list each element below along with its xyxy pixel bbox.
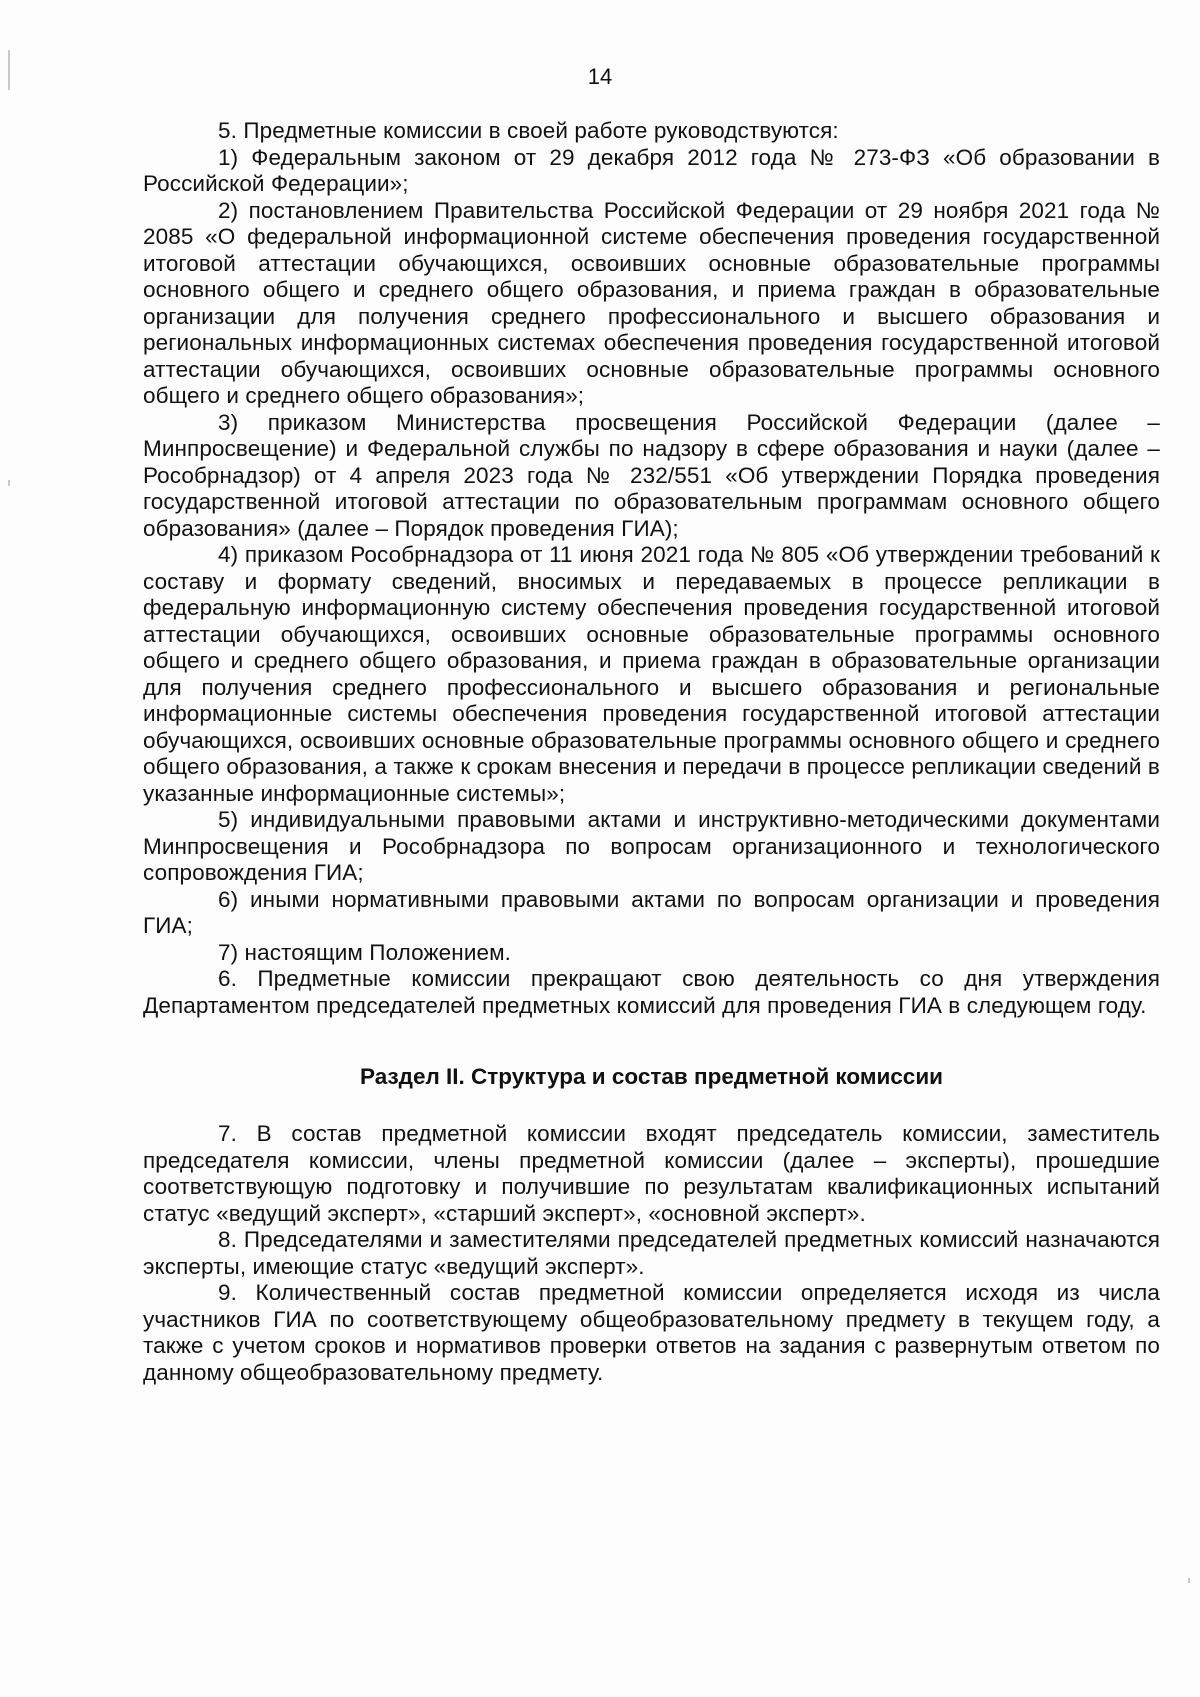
- scan-artifact: [8, 480, 10, 486]
- section-heading: Раздел II. Структура и состав предметной комиссии: [359, 1064, 943, 1089]
- list-item-1: 1) Федеральным законом от 29 декабря 2012 года № 273-ФЗ «Об образовании в Российской Федерации»;: [143, 144, 1160, 196]
- list-item-3: 3) приказом Министерства просвещения Российской Федерации (далее – Минпросвещение) и Федеральной службы по надзору в сфере образования и науки (далее – Рособрнадзор) от 4 апреля 2023 года № 232/551 «Об утверждении Порядка проведения государственной итоговой аттестации по образовательным программам основного общего образования» (далее – Порядок проведения ГИА);: [143, 409, 1160, 541]
- document-body: [143, 118, 1160, 1386]
- paragraph-6: 6. Предметные комиссии прекращают свою деятельность со дня утверждения Департаментом председателей предметных комиссий для проведения ГИА в следующем году.: [143, 966, 1160, 1018]
- paragraph-8: 8. Председателями и заместителями председателей предметных комиссий назначаются эксперты, имеющие статус «ведущий эксперт».: [143, 1227, 1160, 1279]
- list-item-2: 2) постановлением Правительства Российской Федерации от 29 ноября 2021 года № 2085 «О федеральной информационной системе обеспечения проведения государственной итоговой аттестации обучающихся, освоивших основные образовательные программы основного общего и среднего общего образования, и приема граждан в образовательные организации для получения среднего профессионального и высшего образования и региональных информационных системах обеспечения проведения государственной итоговой аттестации обучающихся, освоивших основные образовательные программы основного общего и среднего общего образования»;: [143, 197, 1160, 408]
- page-number: 14: [587, 64, 613, 89]
- list-item-5: 5) индивидуальными правовыми актами и инструктивно-методическими документами Минпросвещения и Рособрнадзора по вопросам организационного и технологического сопровождения ГИА;: [143, 807, 1160, 885]
- scan-artifact: [8, 50, 10, 90]
- paragraph-5: 5. Предметные комиссии в своей работе руководствуются:: [218, 118, 839, 143]
- scan-artifact: [1188, 1578, 1190, 1583]
- paragraph-7: 7. В состав предметной комиссии входят председатель комиссии, заместитель председателя комиссии, члены предметной комиссии (далее – эксперты), прошедшие соответствующую подготовку и получившие по результатам квалификационных испытаний статус «ведущий эксперт», «старший эксперт», «основной эксперт».: [143, 1121, 1160, 1226]
- list-item-4: 4) приказом Рособрнадзора от 11 июня 2021 года № 805 «Об утверждении требований к составу и формату сведений, вносимых и передаваемых в процессе репликации в федеральную информационную систему обеспечения проведения государственной итоговой аттестации обучающихся, освоивших основные образовательные программы основного общего и среднего общего образования, и приема граждан в образовательные организации для получения среднего профессионального и высшего образования и региональные информационные системы обеспечения проведения государственной итоговой аттестации обучающихся, освоивших основные образовательные программы основного общего и среднего общего образования, а также к срокам внесения и передачи в процессе репликации сведений в указанные информационные системы»;: [143, 542, 1160, 806]
- list-item-6: 6) иными нормативными правовыми актами по вопросам организации и проведения ГИА;: [143, 886, 1160, 938]
- list-item-7: 7) настоящим Положением.: [218, 939, 512, 965]
- paragraph-9: 9. Количественный состав предметной комиссии определяется исходя из числа участников ГИА по соответствующему общеобразовательному предмету в текущем году, а также с учетом сроков и нормативов проверки ответов на задания с развернутым ответом по данному общеобразовательному предмету.: [143, 1280, 1160, 1385]
